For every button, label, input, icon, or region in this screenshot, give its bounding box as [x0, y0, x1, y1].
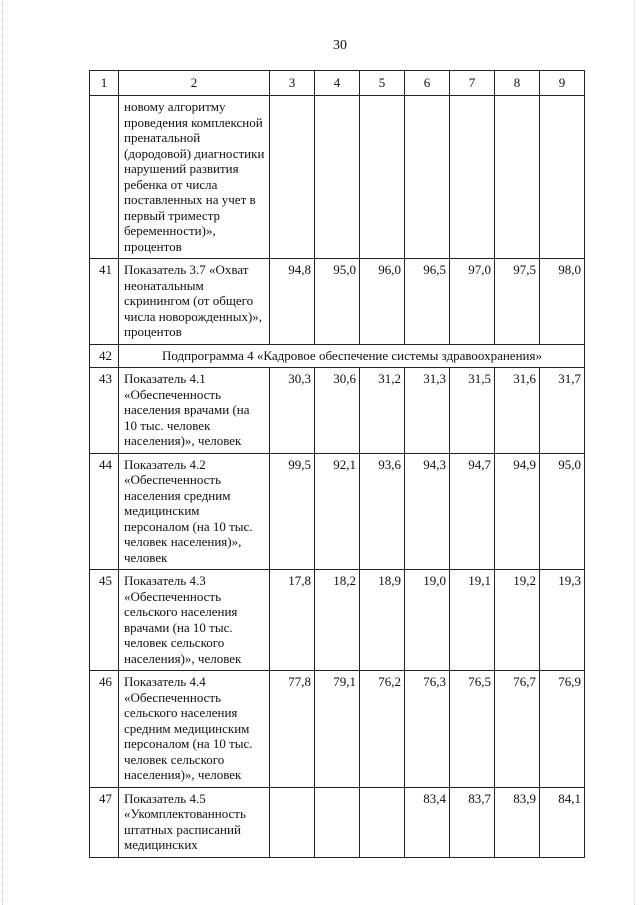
indicator-value: 83,4 — [405, 787, 450, 857]
table-row — [90, 368, 585, 454]
indicator-value: 30,6 — [315, 368, 360, 454]
indicator-value — [450, 96, 495, 259]
header-cell: 9 — [540, 71, 585, 96]
header-cell: 5 — [360, 71, 405, 96]
indicator-value — [315, 96, 360, 259]
row-number: 47 — [90, 787, 119, 857]
indicator-value: 77,8 — [270, 671, 315, 788]
header-cell: 1 — [90, 71, 119, 96]
indicator-value: 31,7 — [540, 368, 585, 454]
indicator-value — [540, 96, 585, 259]
indicator-value: 94,9 — [495, 453, 540, 570]
indicator-value: 31,6 — [495, 368, 540, 454]
table-row — [90, 787, 585, 857]
header-cell: 2 — [119, 71, 270, 96]
table-row — [90, 96, 585, 259]
indicator-value: 99,5 — [270, 453, 315, 570]
indicator-value: 19,1 — [450, 570, 495, 671]
indicator-value: 92,1 — [315, 453, 360, 570]
indicator-value — [360, 96, 405, 259]
indicator-value: 96,5 — [405, 259, 450, 345]
header-cell: 7 — [450, 71, 495, 96]
indicator-name: Показатель 4.3 «Обеспеченность сельского населения врачами (на 10 тыс. человек сельского населения)», человек — [119, 570, 270, 671]
indicator-value: 17,8 — [270, 570, 315, 671]
indicator-value: 95,0 — [315, 259, 360, 345]
row-number: 41 — [90, 259, 119, 345]
indicator-value — [270, 787, 315, 857]
page-number: 30 — [333, 38, 347, 53]
indicator-value: 18,2 — [315, 570, 360, 671]
page-edge-dots — [2, 0, 4, 905]
indicator-value: 97,5 — [495, 259, 540, 345]
row-number: 46 — [90, 671, 119, 788]
indicator-value: 94,3 — [405, 453, 450, 570]
indicator-value: 18,9 — [360, 570, 405, 671]
indicator-value: 96,0 — [360, 259, 405, 345]
row-number: 43 — [90, 368, 119, 454]
row-number: 44 — [90, 453, 119, 570]
indicator-value: 31,5 — [450, 368, 495, 454]
indicator-value: 30,3 — [270, 368, 315, 454]
indicator-value: 76,2 — [360, 671, 405, 788]
indicator-value: 19,3 — [540, 570, 585, 671]
indicator-name: Показатель 4.2 «Обеспеченность населения средним медицинским персоналом (на 10 тыс. человек населения)», человек — [119, 453, 270, 570]
indicator-value — [315, 787, 360, 857]
indicator-value: 95,0 — [540, 453, 585, 570]
indicator-name: новому алгоритму проведения комплексной пренатальной (дородовой) диагностики нарушений развития ребенка от числа поставленных на учет в первый триместр беременности)», процентов — [119, 96, 270, 259]
indicator-name: Показатель 4.1 «Обеспеченность населения врачами (на 10 тыс. человек населения)», человек — [119, 368, 270, 454]
indicator-value — [405, 96, 450, 259]
indicator-value: 76,9 — [540, 671, 585, 788]
indicator-value: 76,5 — [450, 671, 495, 788]
subprogram-title: Подпрограмма 4 «Кадровое обеспечение системы здравоохранения» — [119, 344, 585, 368]
indicator-value: 97,0 — [450, 259, 495, 345]
indicator-value: 31,3 — [405, 368, 450, 454]
header-cell: 8 — [495, 71, 540, 96]
indicator-name: Показатель 4.5 «Укомплектованность штатных расписаний медицинских — [119, 787, 270, 857]
indicator-value: 76,3 — [405, 671, 450, 788]
indicator-value: 79,1 — [315, 671, 360, 788]
table-row — [90, 671, 585, 788]
header-cell: 3 — [270, 71, 315, 96]
indicator-value: 83,9 — [495, 787, 540, 857]
indicator-value: 19,0 — [405, 570, 450, 671]
header-cell: 4 — [315, 71, 360, 96]
row-number — [90, 96, 119, 259]
indicator-value: 94,7 — [450, 453, 495, 570]
indicator-name: Показатель 3.7 «Охват неонатальным скринингом (от общего числа новорожденных)», процентов — [119, 259, 270, 345]
table-row — [90, 570, 585, 671]
indicator-value: 76,7 — [495, 671, 540, 788]
indicator-value: 93,6 — [360, 453, 405, 570]
table-row — [90, 453, 585, 570]
row-number: 45 — [90, 570, 119, 671]
indicator-value: 83,7 — [450, 787, 495, 857]
page-edge-dots-right — [634, 0, 636, 905]
table-row — [90, 259, 585, 345]
indicator-value — [495, 96, 540, 259]
indicator-value: 84,1 — [540, 787, 585, 857]
subprogram-row — [90, 344, 585, 368]
indicator-value: 19,2 — [495, 570, 540, 671]
indicator-name: Показатель 4.4 «Обеспеченность сельского населения средним медицинским персоналом (на 10 тыс. человек сельского населения)», человек — [119, 671, 270, 788]
row-number: 42 — [90, 344, 119, 368]
header-cell: 6 — [405, 71, 450, 96]
indicator-value: 94,8 — [270, 259, 315, 345]
indicator-value — [360, 787, 405, 857]
indicator-value: 98,0 — [540, 259, 585, 345]
indicator-value — [270, 96, 315, 259]
indicator-value: 31,2 — [360, 368, 405, 454]
table-header-row — [90, 71, 585, 96]
indicator-table — [89, 70, 585, 858]
